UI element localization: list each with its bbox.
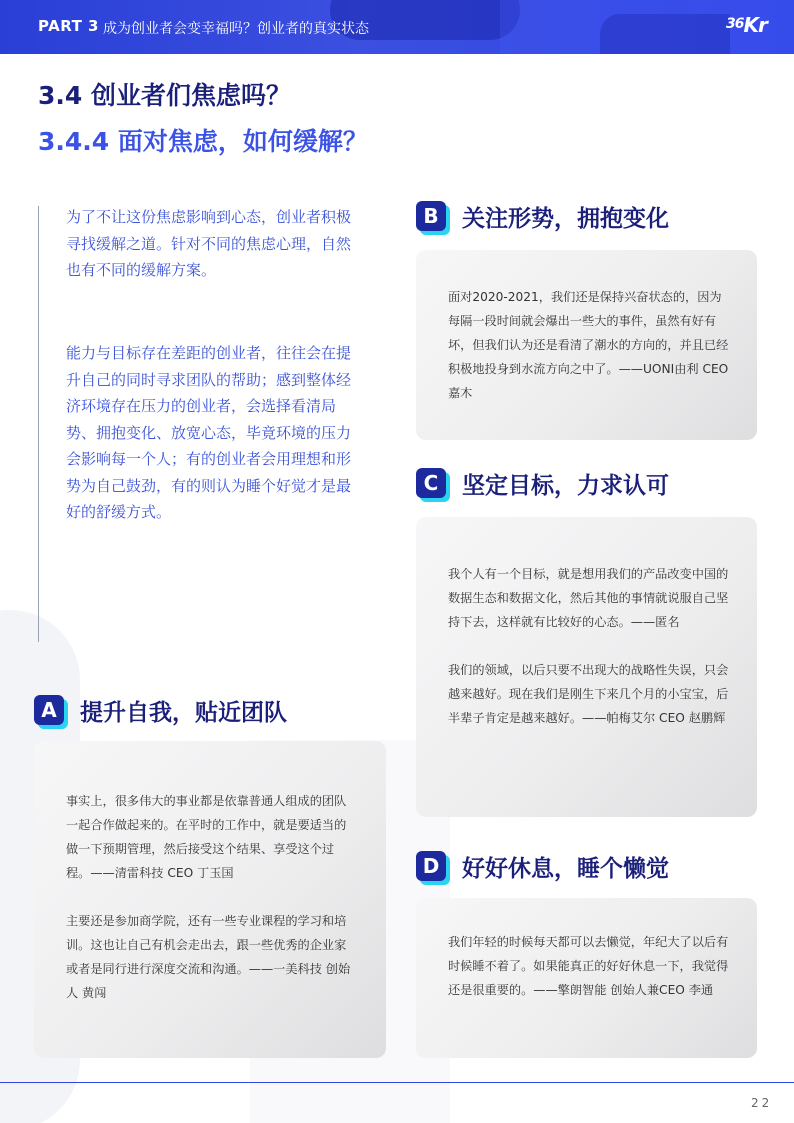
section-heading: 3.4 创业者们焦虑吗？ [38, 81, 291, 110]
subsection-heading: 3.4.4 面对焦虑，如何缓解？ [38, 127, 368, 156]
logo-suffix: Kr [743, 13, 767, 37]
quote: 我们的领域，以后只要不出现大的战略性失误，只会越来越好。现在我们是刚生下来几个月的小宝宝，后半辈子肯定是越来越好。——帕梅艾尔 CEO 赵鹏辉 [448, 663, 729, 725]
badge-letter: C [416, 468, 446, 498]
section-badge [416, 468, 450, 500]
intro-paragraph: 为了不让这份焦虑影响到心态，创业者积极寻找缓解之道。针对不同的焦虑心理，自然也有不同的缓解方案。 [66, 208, 352, 279]
section-badge [416, 201, 450, 233]
logo-number: 36 [726, 16, 744, 32]
quote-card-a [34, 741, 386, 1058]
quote-card-d [416, 898, 757, 1058]
quote-text [448, 562, 730, 730]
section-title: 好好休息，睡个懒觉 [462, 856, 669, 882]
quote: 面对2020-2021，我们还是保持兴奋状态的，因为每隔一段时间就会爆出一些大的事件，虽然有好有坏，但我们认为还是看清了潮水的方向的，并且已经积极地投身到水流方向之中了。——UONI由利 CEO 嘉木 [448, 290, 729, 400]
intro-paragraph: 能力与目标存在差距的创业者，往往会在提升自己的同时寻求团队的帮助；感到整体经济环境存在压力的创业者，会选择看清局势、拥抱变化、放宽心态，毕竟环境的压力会影响每一个人；有的创业者会用理想和形势为自己鼓劲，有的则认为睡个好觉才是最好的舒缓方式。 [66, 344, 352, 521]
section-d-heading [416, 850, 669, 883]
section-badge [416, 851, 450, 883]
footer-divider [0, 1082, 794, 1083]
part-label: PART 3 [38, 17, 99, 35]
section-title: 提升自我，贴近团队 [80, 700, 287, 726]
quote-text [448, 285, 730, 405]
section-title: 关注形势，拥抱变化 [462, 206, 669, 232]
quote: 我们年轻的时候每天都可以去懒觉，年纪大了以后有时候睡不着了。如果能真正的好好休息一下，我觉得还是很重要的。——擎朗智能 创始人兼CEO 李通 [448, 935, 729, 997]
badge-letter: A [34, 695, 64, 725]
section-b-heading [416, 200, 669, 233]
brand-logo [726, 13, 767, 37]
quote: 事实上，很多伟大的事业都是依靠普通人组成的团队一起合作做起来的。在平时的工作中，就是要适当的做一下预期管理，然后接受这个结果、享受这个过程。——清雷科技 CEO 丁玉国 [66, 794, 347, 880]
quote-text [66, 789, 356, 1005]
quote: 主要还是参加商学院，还有一些专业课程的学习和培训。这也让自己有机会走出去，跟一些优秀的企业家或者是同行进行深度交流和沟通。——一美科技 创始人 黄闯 [66, 914, 351, 1000]
badge-letter: B [416, 201, 446, 231]
header-bar [0, 0, 794, 54]
intro-divider [38, 206, 39, 642]
section-badge [34, 695, 68, 727]
section-c-heading [416, 467, 669, 500]
badge-letter: D [416, 851, 446, 881]
page-number: 22 [751, 1096, 773, 1110]
quote-card-b [416, 250, 757, 440]
header-decoration [600, 14, 730, 54]
quote-text [448, 930, 730, 1002]
quote: 我个人有一个目标，就是想用我们的产品改变中国的数据生态和数据文化，然后其他的事情就说服自己坚持下去，这样就有比较好的心态。——匿名 [448, 567, 729, 629]
section-a-heading [34, 694, 287, 727]
header-title: 成为创业者会变幸福吗？创业者的真实状态 [103, 21, 369, 37]
section-title: 坚定目标，力求认可 [462, 473, 669, 499]
quote-card-c [416, 517, 757, 817]
